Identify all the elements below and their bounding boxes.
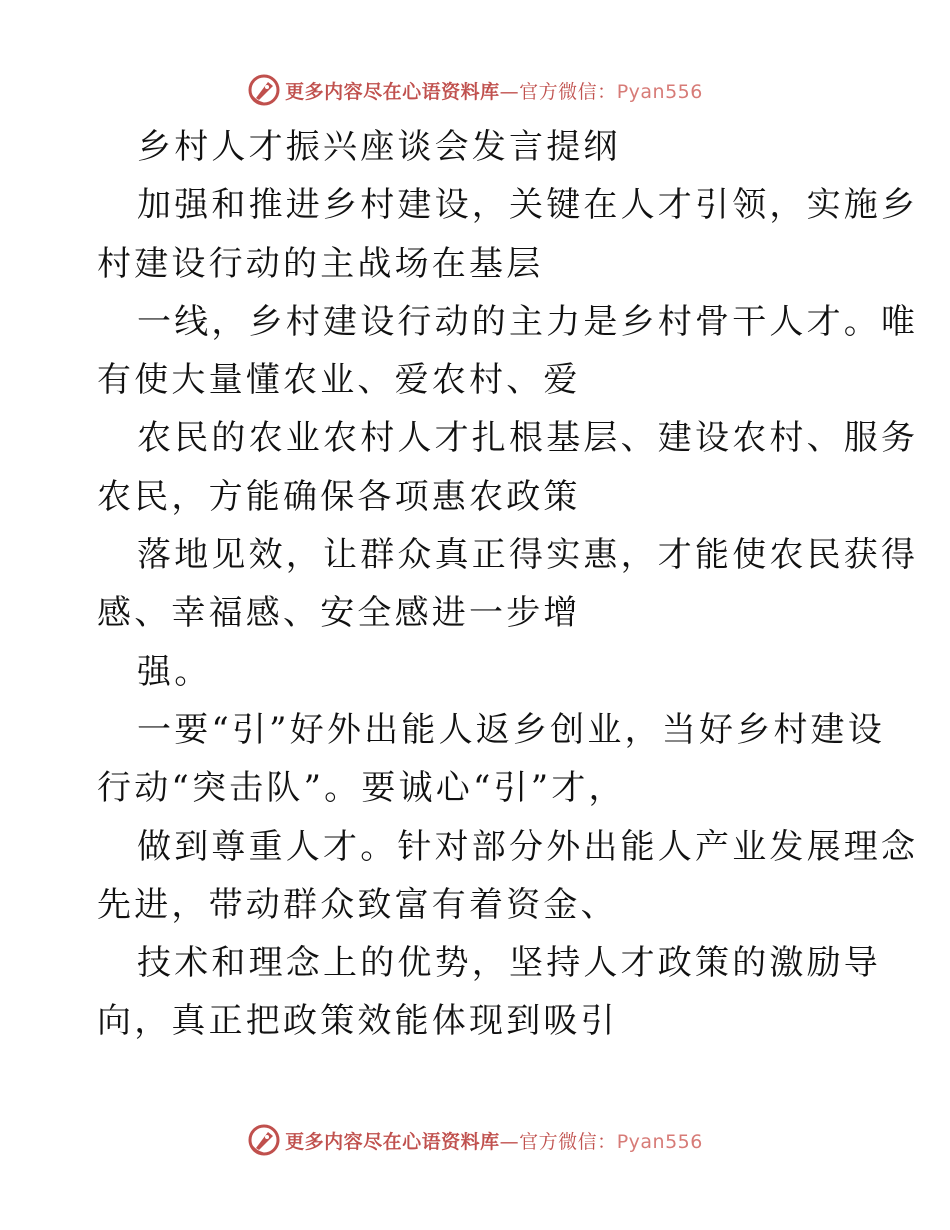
- text-line: 强。: [137, 651, 212, 692]
- text-line: 农民，方能确保各项惠农政策: [97, 476, 581, 517]
- banner-wechat-id: Pyan556: [616, 1130, 703, 1153]
- text-line: 行动“突击队”。要诚心“引”才，: [97, 768, 626, 809]
- text-line: 先进，带动群众致富有着资金、: [97, 884, 618, 925]
- pen-nib-circle-icon: [247, 1123, 281, 1157]
- banner-text: [285, 1127, 703, 1154]
- text-line: 有使大量懂农业、爱农村、爱: [97, 360, 581, 401]
- footer-banner: [0, 1120, 950, 1160]
- text-line: 一线，乡村建设行动的主力是乡村骨干人才。唯: [137, 301, 919, 342]
- text-line: 向，真正把政策效能体现到吸引: [97, 1001, 618, 1042]
- text-line: 做到尊重人才。针对部分外出能人产业发展理念: [137, 826, 919, 867]
- banner-site-name: 更多内容尽在心语资料库: [285, 80, 500, 103]
- banner-wechat-id: Pyan556: [616, 80, 703, 103]
- text-line: 村建设行动的主战场在基层: [97, 243, 544, 284]
- text-line: 技术和理念上的优势，坚持人才政策的激励导: [137, 943, 881, 984]
- text-line: 一要“引”好外出能人返乡创业，当好乡村建设: [137, 709, 885, 750]
- pen-nib-circle-icon: [247, 73, 281, 107]
- text-line: 加强和推进乡村建设，关键在人才引领，实施乡: [137, 185, 919, 226]
- text-line: 落地见效，让群众真正得实惠，才能使农民获得: [137, 535, 919, 576]
- header-banner: [0, 70, 950, 110]
- banner-wechat-label: —官方微信：: [499, 1130, 617, 1153]
- text-line: 农民的农业农村人才扎根基层、建设农村、服务: [137, 418, 919, 459]
- banner-site-name: 更多内容尽在心语资料库: [285, 1130, 500, 1153]
- document-title: 乡村人才振兴座谈会发言提纲: [137, 127, 621, 167]
- banner-wechat-label: —官方微信：: [499, 80, 617, 103]
- banner-text: [285, 77, 703, 104]
- document-body: [97, 118, 919, 1051]
- text-line: 感、幸福感、安全感进一步增: [97, 593, 581, 634]
